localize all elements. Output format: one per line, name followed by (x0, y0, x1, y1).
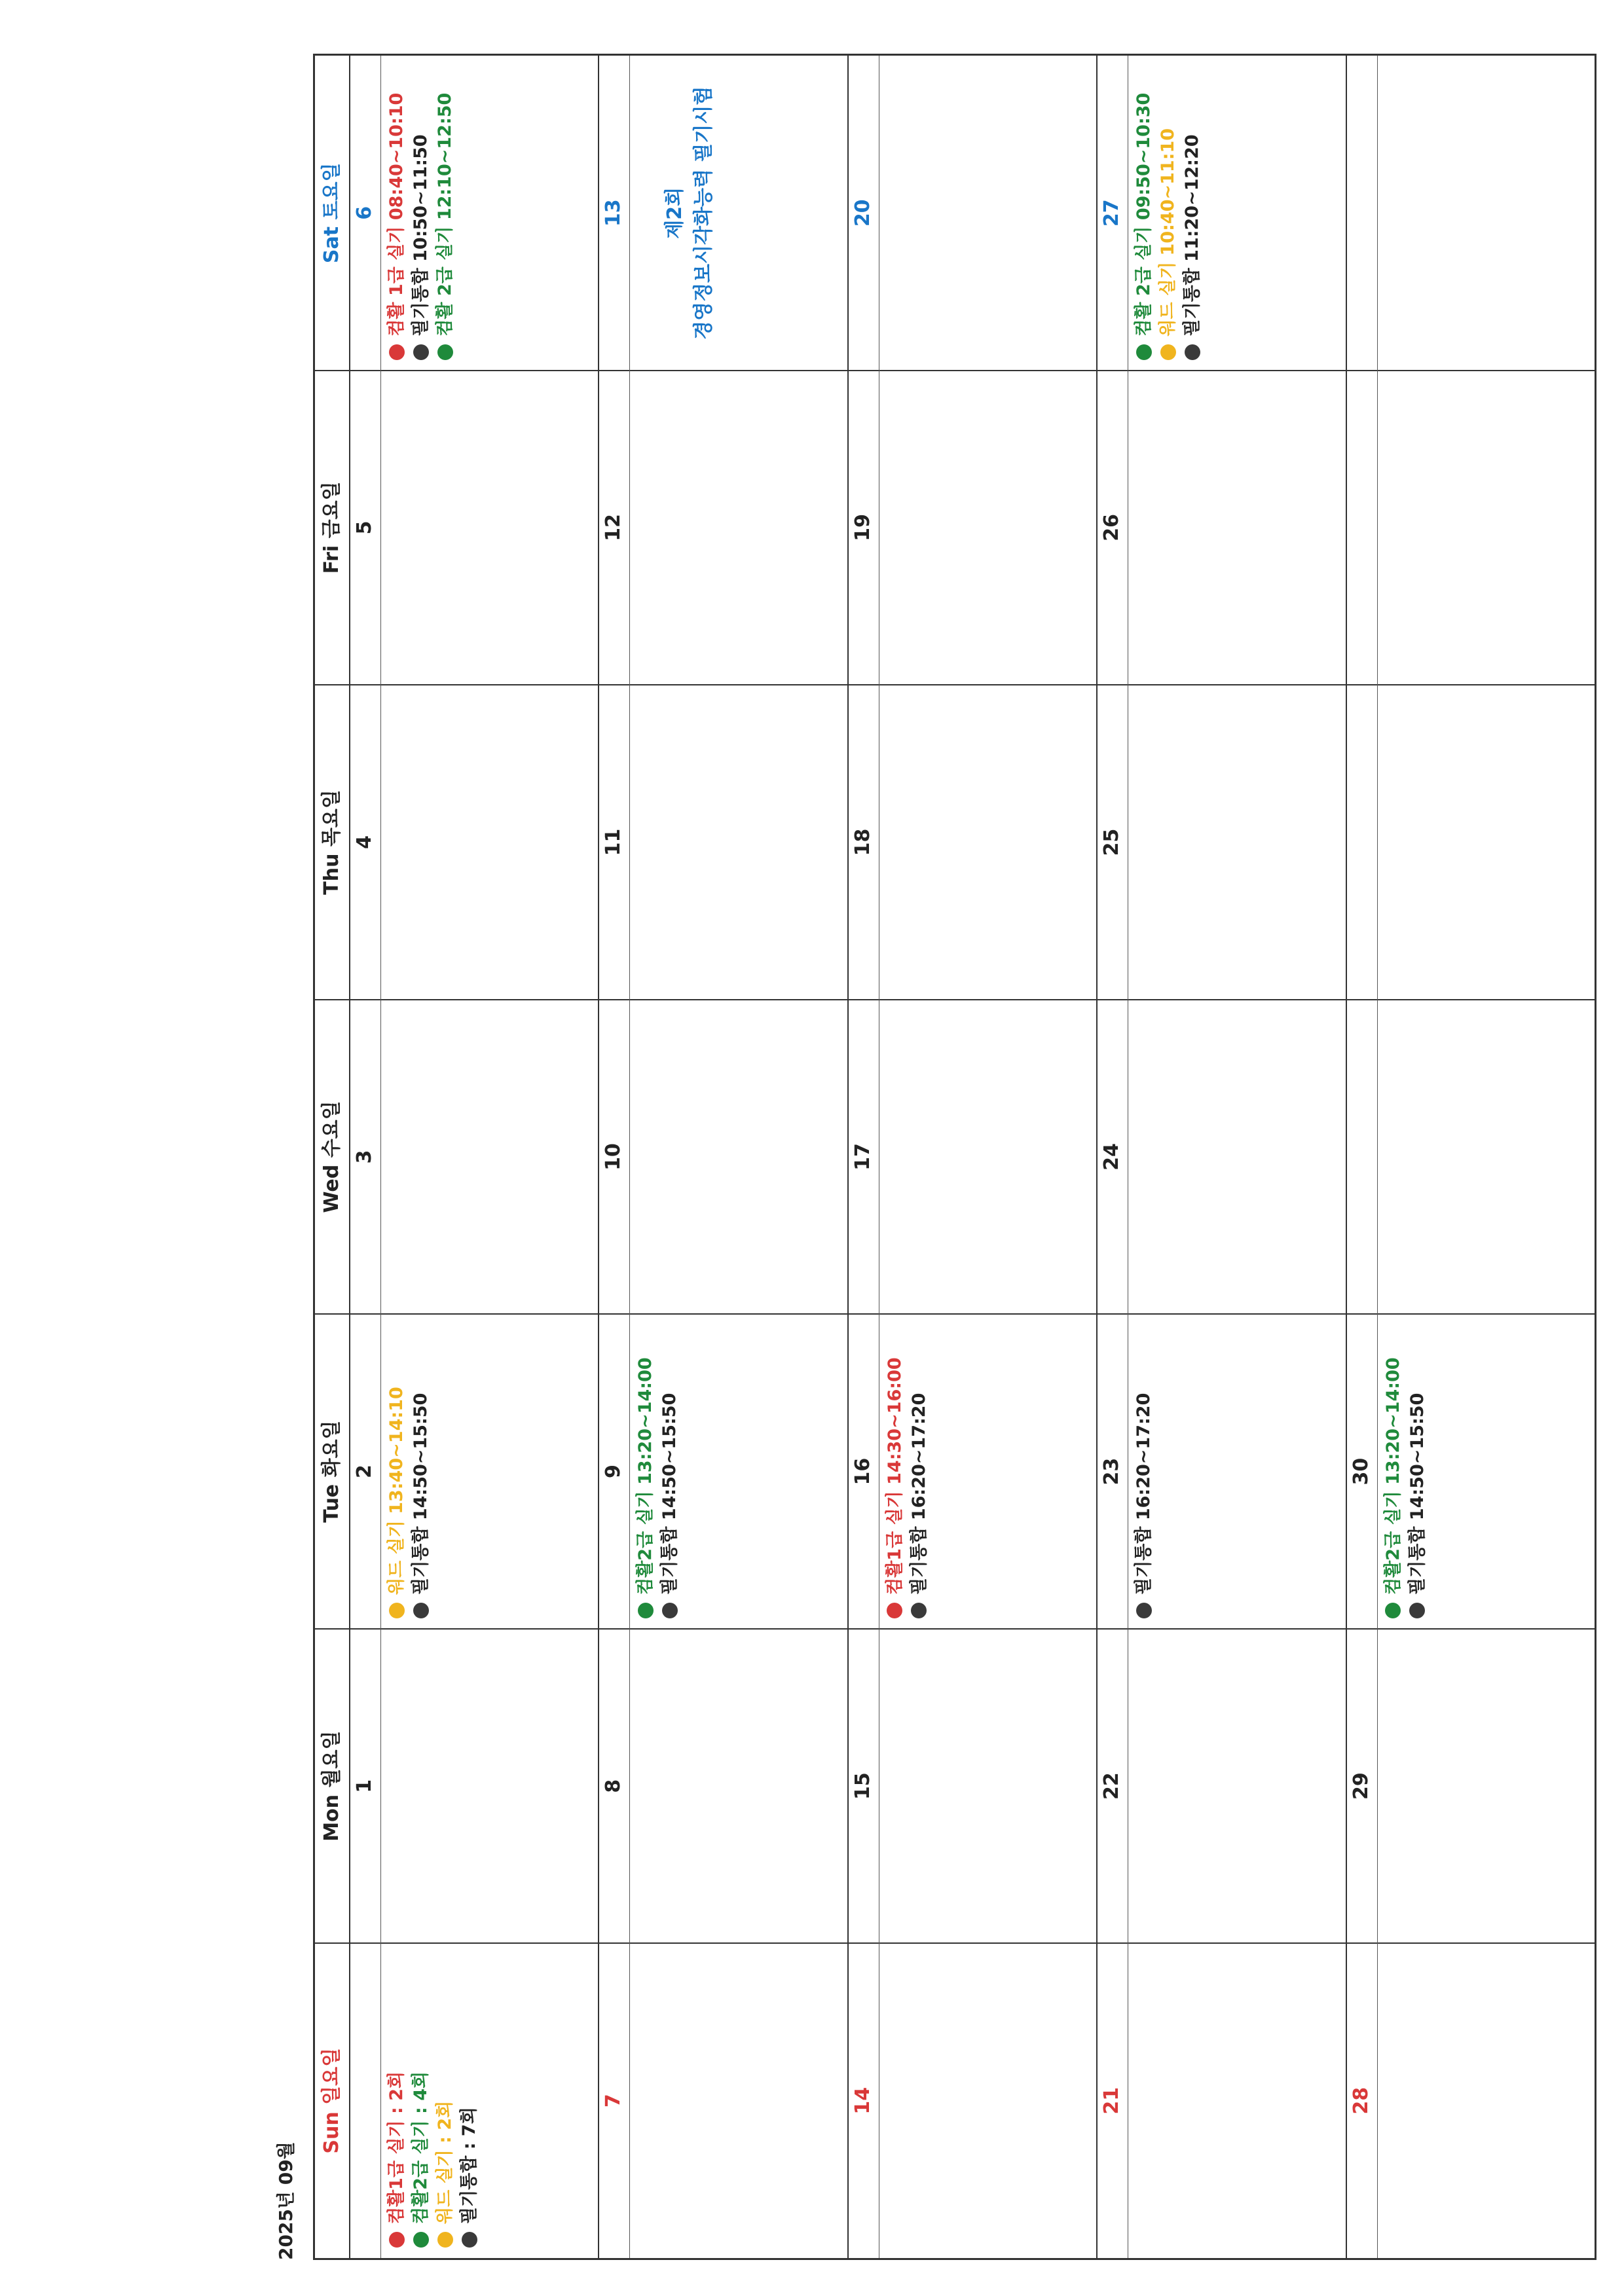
event-list (884, 1319, 932, 1618)
exam-event[interactable] (386, 1319, 407, 1618)
date-number: 4 (353, 835, 376, 849)
exam-event[interactable] (908, 1319, 930, 1618)
event-text: 필기통합 14:50~15:50 (411, 1393, 431, 1595)
date-number: 2 (353, 1465, 376, 1479)
date-number: 3 (353, 1150, 376, 1164)
day-cell[interactable] (847, 1943, 1096, 2258)
day-cell[interactable] (349, 1000, 598, 1315)
exam-event[interactable] (1382, 1319, 1404, 1618)
day-cell[interactable] (1096, 685, 1345, 1000)
event-dot-icon (638, 1603, 654, 1618)
day-cell[interactable] (847, 1629, 1096, 1944)
exam-event[interactable] (1133, 61, 1154, 360)
exam-event[interactable] (1133, 1319, 1154, 1618)
legend-label: 필기통합 : 7회 (459, 2107, 479, 2224)
month-title: 2025년 09월 (275, 2141, 297, 2260)
date-number: 20 (851, 199, 874, 227)
weekday-header: Thu 목요일 (320, 790, 343, 895)
day-cell[interactable] (598, 685, 847, 1000)
event-text: 필기통합 11:20~12:20 (1182, 134, 1203, 337)
note-line: 제2회 (663, 187, 687, 239)
date-number: 22 (1100, 1772, 1124, 1800)
event-dot-icon (413, 1603, 429, 1618)
event-dot-icon (389, 344, 405, 360)
date-number: 1 (353, 1779, 376, 1793)
day-cell[interactable] (598, 56, 847, 371)
day-cell[interactable] (598, 1000, 847, 1315)
event-text: 워드 실기 13:40~14:10 (386, 1387, 407, 1595)
legend-label: 컴활2급 실기 : 4회 (411, 2071, 431, 2224)
event-text: 필기통합 14:50~15:50 (1407, 1393, 1428, 1595)
day-cell[interactable] (1346, 1314, 1595, 1629)
day-cell[interactable] (598, 1314, 847, 1629)
event-dot-icon (1160, 344, 1176, 360)
date-number: 16 (851, 1457, 874, 1485)
day-cell[interactable] (349, 685, 598, 1000)
day-cell[interactable] (847, 1314, 1096, 1629)
date-number: 11 (602, 828, 625, 856)
day-cell[interactable] (847, 371, 1096, 685)
event-text: 필기통합 14:50~15:50 (659, 1393, 680, 1595)
day-cell[interactable] (1096, 1943, 1345, 2258)
day-cell[interactable] (1096, 1000, 1345, 1315)
exam-event[interactable] (659, 1319, 680, 1618)
note-line: 경영정보시각화능력 필기시험 (692, 86, 716, 340)
event-text: 컴활 2급 실기 12:10~12:50 (435, 92, 455, 337)
exam-event[interactable] (884, 1319, 906, 1618)
legend-dot-icon (462, 2232, 477, 2248)
date-number: 28 (1349, 2086, 1373, 2115)
weekday-header: Sun 일요일 (320, 2047, 343, 2154)
date-number: 19 (851, 514, 874, 541)
event-text: 필기통합 10:50~11:50 (411, 134, 431, 337)
date-number (1346, 685, 1377, 1000)
date-number: 18 (851, 828, 874, 856)
date-number: 25 (1100, 828, 1124, 856)
date-number (1346, 56, 1377, 371)
event-text: 필기통합 16:20~17:20 (1134, 1393, 1154, 1595)
day-cell[interactable] (1096, 1629, 1345, 1944)
event-list (1382, 1319, 1431, 1618)
day-cell[interactable] (1096, 56, 1345, 371)
event-dot-icon (1136, 344, 1152, 360)
exam-event[interactable] (410, 61, 432, 360)
day-cell[interactable] (847, 56, 1096, 371)
event-dot-icon (662, 1603, 678, 1618)
date-number (349, 1943, 380, 2258)
date-number: 13 (602, 199, 625, 227)
event-dot-icon (1136, 1603, 1152, 1618)
event-text: 워드 실기 10:40~11:10 (1158, 128, 1179, 337)
calendar-grid (313, 54, 1596, 2260)
date-number: 6 (353, 206, 376, 220)
event-dot-icon (1409, 1603, 1425, 1618)
day-cell[interactable] (1346, 685, 1595, 1000)
exam-event[interactable] (386, 61, 407, 360)
exam-event[interactable] (1181, 61, 1203, 360)
legend-dot-icon (389, 2232, 405, 2248)
date-number: 29 (1349, 1772, 1373, 1800)
weekday-header: Tue 화요일 (320, 1420, 343, 1523)
day-cell[interactable] (598, 1943, 847, 2258)
date-number: 21 (1100, 2086, 1124, 2115)
event-text: 컴활 1급 실기 08:40~10:10 (386, 92, 407, 337)
weekday-header: Wed 수요일 (320, 1101, 343, 1213)
day-cell[interactable] (1346, 1629, 1595, 1944)
exam-event[interactable] (1157, 61, 1179, 360)
day-cell[interactable] (1346, 1000, 1595, 1315)
day-cell[interactable] (1096, 371, 1345, 685)
day-cell[interactable] (1096, 1314, 1345, 1629)
date-number: 8 (602, 1779, 625, 1793)
exam-event[interactable] (1407, 1319, 1428, 1618)
date-number: 12 (602, 514, 625, 541)
date-number: 26 (1100, 514, 1124, 541)
event-list (635, 1319, 683, 1618)
legend (386, 1948, 483, 2248)
date-number (1346, 1000, 1377, 1315)
event-text: 컴활2급 실기 13:20~14:00 (1382, 1357, 1403, 1595)
date-number (1346, 371, 1377, 685)
day-cell[interactable] (1346, 1943, 1595, 2258)
exam-note (661, 56, 718, 371)
date-number: 23 (1100, 1457, 1124, 1485)
date-number: 5 (353, 520, 376, 535)
day-cell[interactable] (349, 1629, 598, 1944)
legend-item (434, 1948, 456, 2248)
legend-item (458, 1948, 480, 2248)
date-number: 30 (1349, 1457, 1373, 1485)
weekday-header: Fri 금요일 (320, 481, 343, 574)
event-list (1133, 61, 1206, 360)
event-dot-icon (1385, 1603, 1401, 1618)
date-number: 14 (851, 2086, 874, 2115)
event-dot-icon (437, 344, 453, 360)
event-text: 필기통합 16:20~17:20 (908, 1393, 929, 1595)
event-dot-icon (887, 1603, 902, 1618)
event-text: 컴활2급 실기 13:20~14:00 (635, 1357, 656, 1595)
event-dot-icon (911, 1603, 927, 1618)
date-number: 7 (602, 2094, 625, 2108)
legend-dot-icon (413, 2232, 429, 2248)
day-cell[interactable] (847, 1000, 1096, 1315)
day-cell[interactable] (847, 685, 1096, 1000)
event-text: 컴활 2급 실기 09:50~10:30 (1134, 92, 1154, 337)
day-cell[interactable] (598, 1629, 847, 1944)
exam-event[interactable] (635, 1319, 656, 1618)
event-dot-icon (1185, 344, 1200, 360)
day-cell[interactable] (598, 371, 847, 685)
date-number: 17 (851, 1143, 874, 1171)
exam-event[interactable] (434, 61, 456, 360)
exam-event[interactable] (410, 1319, 432, 1618)
date-number: 9 (602, 1465, 625, 1479)
event-list (386, 61, 458, 360)
day-cell[interactable] (349, 1314, 598, 1629)
event-list (1133, 1319, 1157, 1618)
legend-dot-icon (437, 2232, 453, 2248)
day-cell[interactable] (1346, 371, 1595, 685)
day-cell[interactable] (349, 1943, 598, 2258)
day-cell[interactable] (349, 371, 598, 685)
date-number: 10 (602, 1143, 625, 1171)
date-number: 15 (851, 1772, 874, 1800)
event-list (386, 1319, 434, 1618)
legend-label: 컴활1급 실기 : 2회 (386, 2071, 407, 2224)
legend-label: 워드 실기 : 2회 (435, 2100, 455, 2224)
day-cell[interactable] (1346, 56, 1595, 371)
date-number: 24 (1100, 1143, 1124, 1171)
day-cell[interactable] (349, 56, 598, 371)
date-number: 27 (1100, 199, 1124, 227)
weekday-header: Sat 토요일 (320, 162, 343, 264)
legend-item (410, 1948, 432, 2248)
legend-item (386, 1948, 407, 2248)
event-dot-icon (413, 344, 429, 360)
weekday-header: Mon 월요일 (320, 1730, 343, 1842)
event-text: 컴활1급 실기 14:30~16:00 (884, 1357, 905, 1595)
event-dot-icon (389, 1603, 405, 1618)
